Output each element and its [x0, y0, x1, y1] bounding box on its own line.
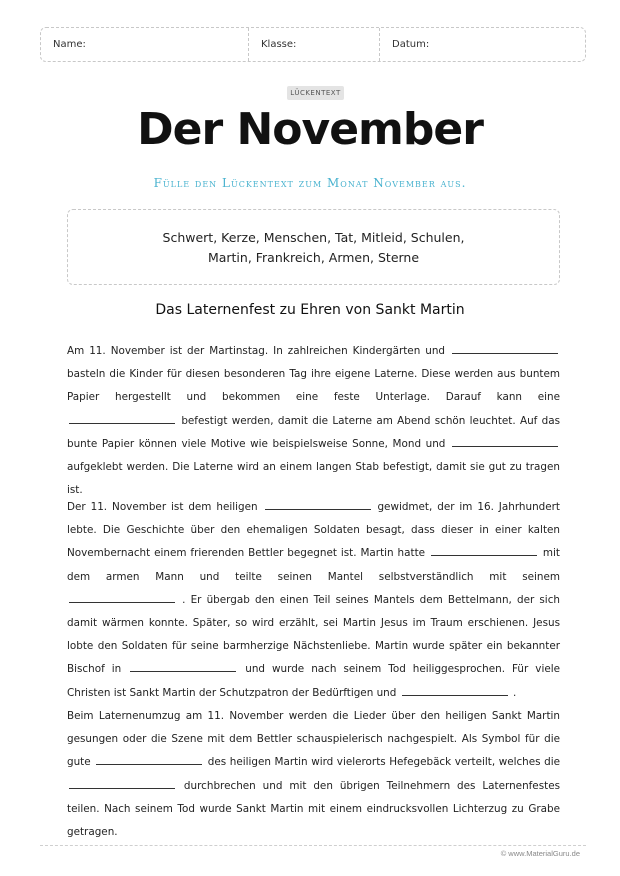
klasse-field[interactable]	[248, 28, 379, 61]
answer-blank[interactable]	[69, 779, 175, 789]
footer-divider	[40, 845, 586, 846]
section-title: Das Laternenfest zu Ehren von Sankt Martin	[155, 302, 465, 318]
datum-field[interactable]	[379, 28, 585, 61]
paragraph-1	[67, 340, 560, 502]
text-segment: Der 11. November ist dem heiligen	[67, 501, 258, 513]
answer-blank[interactable]	[452, 344, 558, 354]
text-segment: befestigt werden, damit die Laterne am Abend schön leuchtet. Auf das bunte Papier können viele Motive wie beispielsweise Sonne, Mond und	[67, 414, 560, 450]
text-segment: und wurde nach seinem Tod heiliggesprochen. Für viele Christen ist Sankt Martin der Schutzpatron der Bedürftigen und	[67, 663, 560, 699]
worksheet-type-tag: LÜCKENTEXT	[287, 86, 344, 100]
answer-blank[interactable]	[431, 546, 537, 556]
text-segment: des heiligen Martin wird vielerorts Hefegebäck verteilt, welches die	[207, 756, 560, 769]
name-label: Name:	[53, 39, 86, 50]
paragraph-2	[67, 496, 560, 705]
klasse-label: Klasse:	[261, 39, 297, 50]
answer-blank[interactable]	[265, 500, 371, 510]
text-segment: durchbrechen und mit den übrigen Teilnehmern des Laternenfestes teilen. Nach seinem Tod wurde Sankt Martin mit einem eindrucksvollen Lichterzug zu Grabe getragen.	[67, 779, 560, 839]
text-segment: mit dem armen Mann und teilte seinen Mantel selbstverständlich mit seinem	[67, 547, 560, 583]
text-segment: Beim Laternenumzug am 11. November werden die Lieder über den heiligen Sankt Martin gesungen oder die Szene mit dem Bettler schauspielerisch nachgespielt. Als Symbol für die gute	[67, 710, 560, 769]
student-info-header	[40, 27, 586, 62]
name-field[interactable]	[41, 28, 248, 61]
answer-blank[interactable]	[69, 593, 175, 603]
footer-copyright: © www.MaterialGuru.de	[500, 849, 580, 858]
page-title: Der November	[137, 104, 483, 155]
page-subtitle: Fülle den Lückentext zum Monat November aus.	[153, 176, 467, 190]
paragraph-3	[67, 705, 560, 844]
text-segment: Am 11. November ist der Martinstag. In zahlreichen Kindergärten und	[67, 345, 446, 357]
text-segment: aufgeklebt werden. Die Laterne wird an einem langen Stab befestigt, damit sie gut zu tragen ist.	[67, 461, 560, 497]
text-segment: .	[512, 686, 517, 699]
answer-blank[interactable]	[452, 437, 558, 447]
word-bank	[67, 209, 560, 285]
answer-blank[interactable]	[96, 755, 202, 765]
text-segment: basteln die Kinder für diesen besonderen Tag ihre eigene Laterne. Diese werden aus buntem Papier hergestellt und bekommen eine feste Unterlage. Darauf kann eine	[67, 368, 560, 404]
answer-blank[interactable]	[130, 662, 236, 672]
word-bank-line: Martin, Frankreich, Armen, Sterne	[207, 250, 420, 265]
answer-blank[interactable]	[69, 414, 175, 424]
text-segment: . Er übergab den einen Teil seines Mantels dem Bettelmann, der sich damit wärmen konnte. Später, so wird erzählt, sei Martin Jesus im Traum erschienen. Jesus lobte den Soldaten für seine barmherzige Nächstenliebe. Martin wurde später ein bekannter Bischof in	[67, 593, 560, 676]
word-bank-line: Schwert, Kerze, Menschen, Tat, Mitleid, Schulen,	[162, 230, 465, 245]
datum-label: Datum:	[392, 39, 430, 50]
text-segment: gewidmet, der im 16. Jahrhundert lebte. Die Geschichte über den ehemaligen Soldaten besagt, dass dieser in einer kalten Novembernacht einem frierenden Bettler begegnet ist. Martin hatte	[67, 501, 561, 560]
answer-blank[interactable]	[402, 686, 508, 696]
